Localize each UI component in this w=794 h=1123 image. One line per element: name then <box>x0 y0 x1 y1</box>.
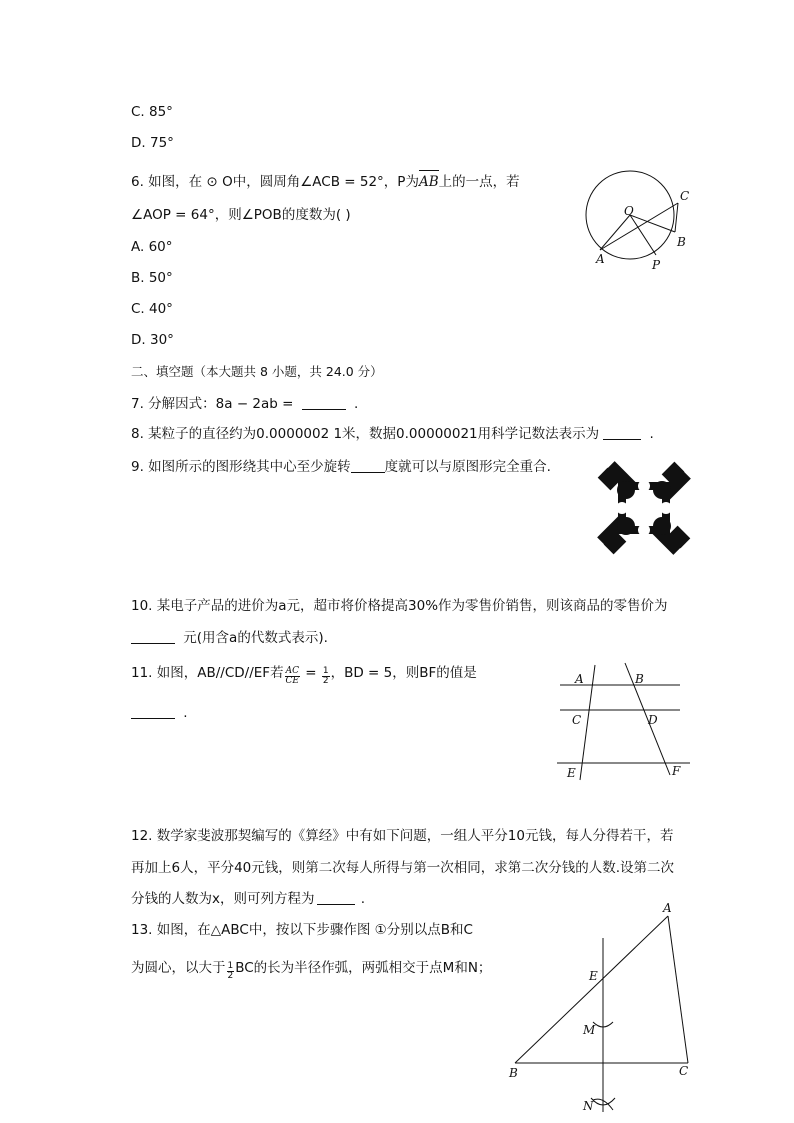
fig13-label-c: C <box>679 1064 689 1078</box>
question-12-line-3: 分钱的人数为x，则可列方程为 . <box>131 891 366 907</box>
option-c-85: C. 85° <box>131 104 173 120</box>
fig13-label-b: B <box>509 1066 518 1080</box>
question-7: 7. 分解因式：8a − 2ab = . <box>131 396 359 412</box>
fig11-label-c: C <box>572 713 582 727</box>
question-10-line-2: 元(用含a的代数式表示). <box>131 628 328 648</box>
fig6-label-b: B <box>677 235 686 249</box>
fig11-label-f: F <box>672 764 681 778</box>
answer-blank-12 <box>317 890 355 905</box>
answer-blank-9 <box>351 458 385 473</box>
question-8: 8. 某粒子的直径约为0.0000002 1米，数据0.00000021用科学记数法表示为 . <box>131 426 654 442</box>
section-2-heading: 二、填空题（本大题共 8 小题，共 24.0 分） <box>131 364 383 379</box>
fig13-label-n: N <box>583 1099 594 1113</box>
option-b-50: B. 50° <box>131 270 173 286</box>
fig13-label-a: A <box>663 901 672 915</box>
fig11-label-e: E <box>567 766 576 780</box>
fraction-one-half: $\frac{1}{2}$ <box>322 666 329 686</box>
answer-blank-10 <box>131 629 175 644</box>
fraction-one-half-13: $\frac{1}{2}$ <box>227 961 234 981</box>
fig11-label-a: A <box>575 672 584 686</box>
arc-ab-label: AB <box>419 170 439 192</box>
question-13-line-2: 为圆心，以大于 $\frac{1}{2}$ BC的长为半径作弧，两弧相交于点M和N； <box>131 960 492 981</box>
option-a-60: A. 60° <box>131 239 173 255</box>
answer-blank-11 <box>131 704 175 719</box>
question-9: 9. 如图所示的图形绕其中心至少旋转 度就可以与原图形完全重合. <box>131 459 551 475</box>
answer-blank-7 <box>302 395 346 410</box>
figure-q13-triangle <box>505 900 705 1115</box>
question-11-line-1: 11. 如图，AB//CD//EF若 $\frac{AC}{CE}$ = $\frac{1}{2}$ ，BD = 5，则BF的值是 <box>131 665 477 686</box>
fig6-label-a: A <box>596 252 605 266</box>
question-10-line-1: 10. 某电子产品的进价为a元，超市将价格提高30%作为零售价销售，则该商品的零售价为 <box>131 598 668 614</box>
option-c-40: C. 40° <box>131 301 173 317</box>
fig11-label-b: B <box>635 672 644 686</box>
figure-q11-parallel-lines <box>555 660 695 785</box>
fig11-label-d: D <box>648 713 658 727</box>
fig13-label-e: E <box>589 969 598 983</box>
question-13-line-1: 13. 如图，在△ABC中，按以下步骤作图 ①分别以点B和C <box>131 922 473 938</box>
fig6-label-c: C <box>680 189 690 203</box>
answer-blank-8 <box>603 425 641 440</box>
figure-q6-circle <box>580 170 700 280</box>
question-12-line-2: 再加上6人，平分40元钱，则第二次每人所得与第一次相同，求第二次分钱的人数.设第二次 <box>131 860 675 876</box>
question-6-line-2: ∠AOP = 64°，则∠POB的度数为( ) <box>131 207 351 223</box>
figure-q9-rotation-shape <box>596 460 692 556</box>
question-11-line-2: . <box>131 703 188 723</box>
fig13-label-m: M <box>583 1023 596 1037</box>
option-d-30: D. 30° <box>131 332 174 348</box>
fig6-label-p: P <box>652 258 661 272</box>
fig6-label-o: O <box>624 204 634 218</box>
question-6-line-1: 6. 如图，在 ⊙ O中，圆周角∠ACB = 52°，P为AB上的一点，若 <box>131 170 520 192</box>
question-12-line-1: 12. 数学家斐波那契编写的《算经》中有如下问题，一组人平分10元钱，每人分得若干，若 <box>131 828 674 844</box>
fraction-ac-ce: $\frac{AC}{CE}$ <box>285 666 299 686</box>
option-d-75: D. 75° <box>131 135 174 151</box>
